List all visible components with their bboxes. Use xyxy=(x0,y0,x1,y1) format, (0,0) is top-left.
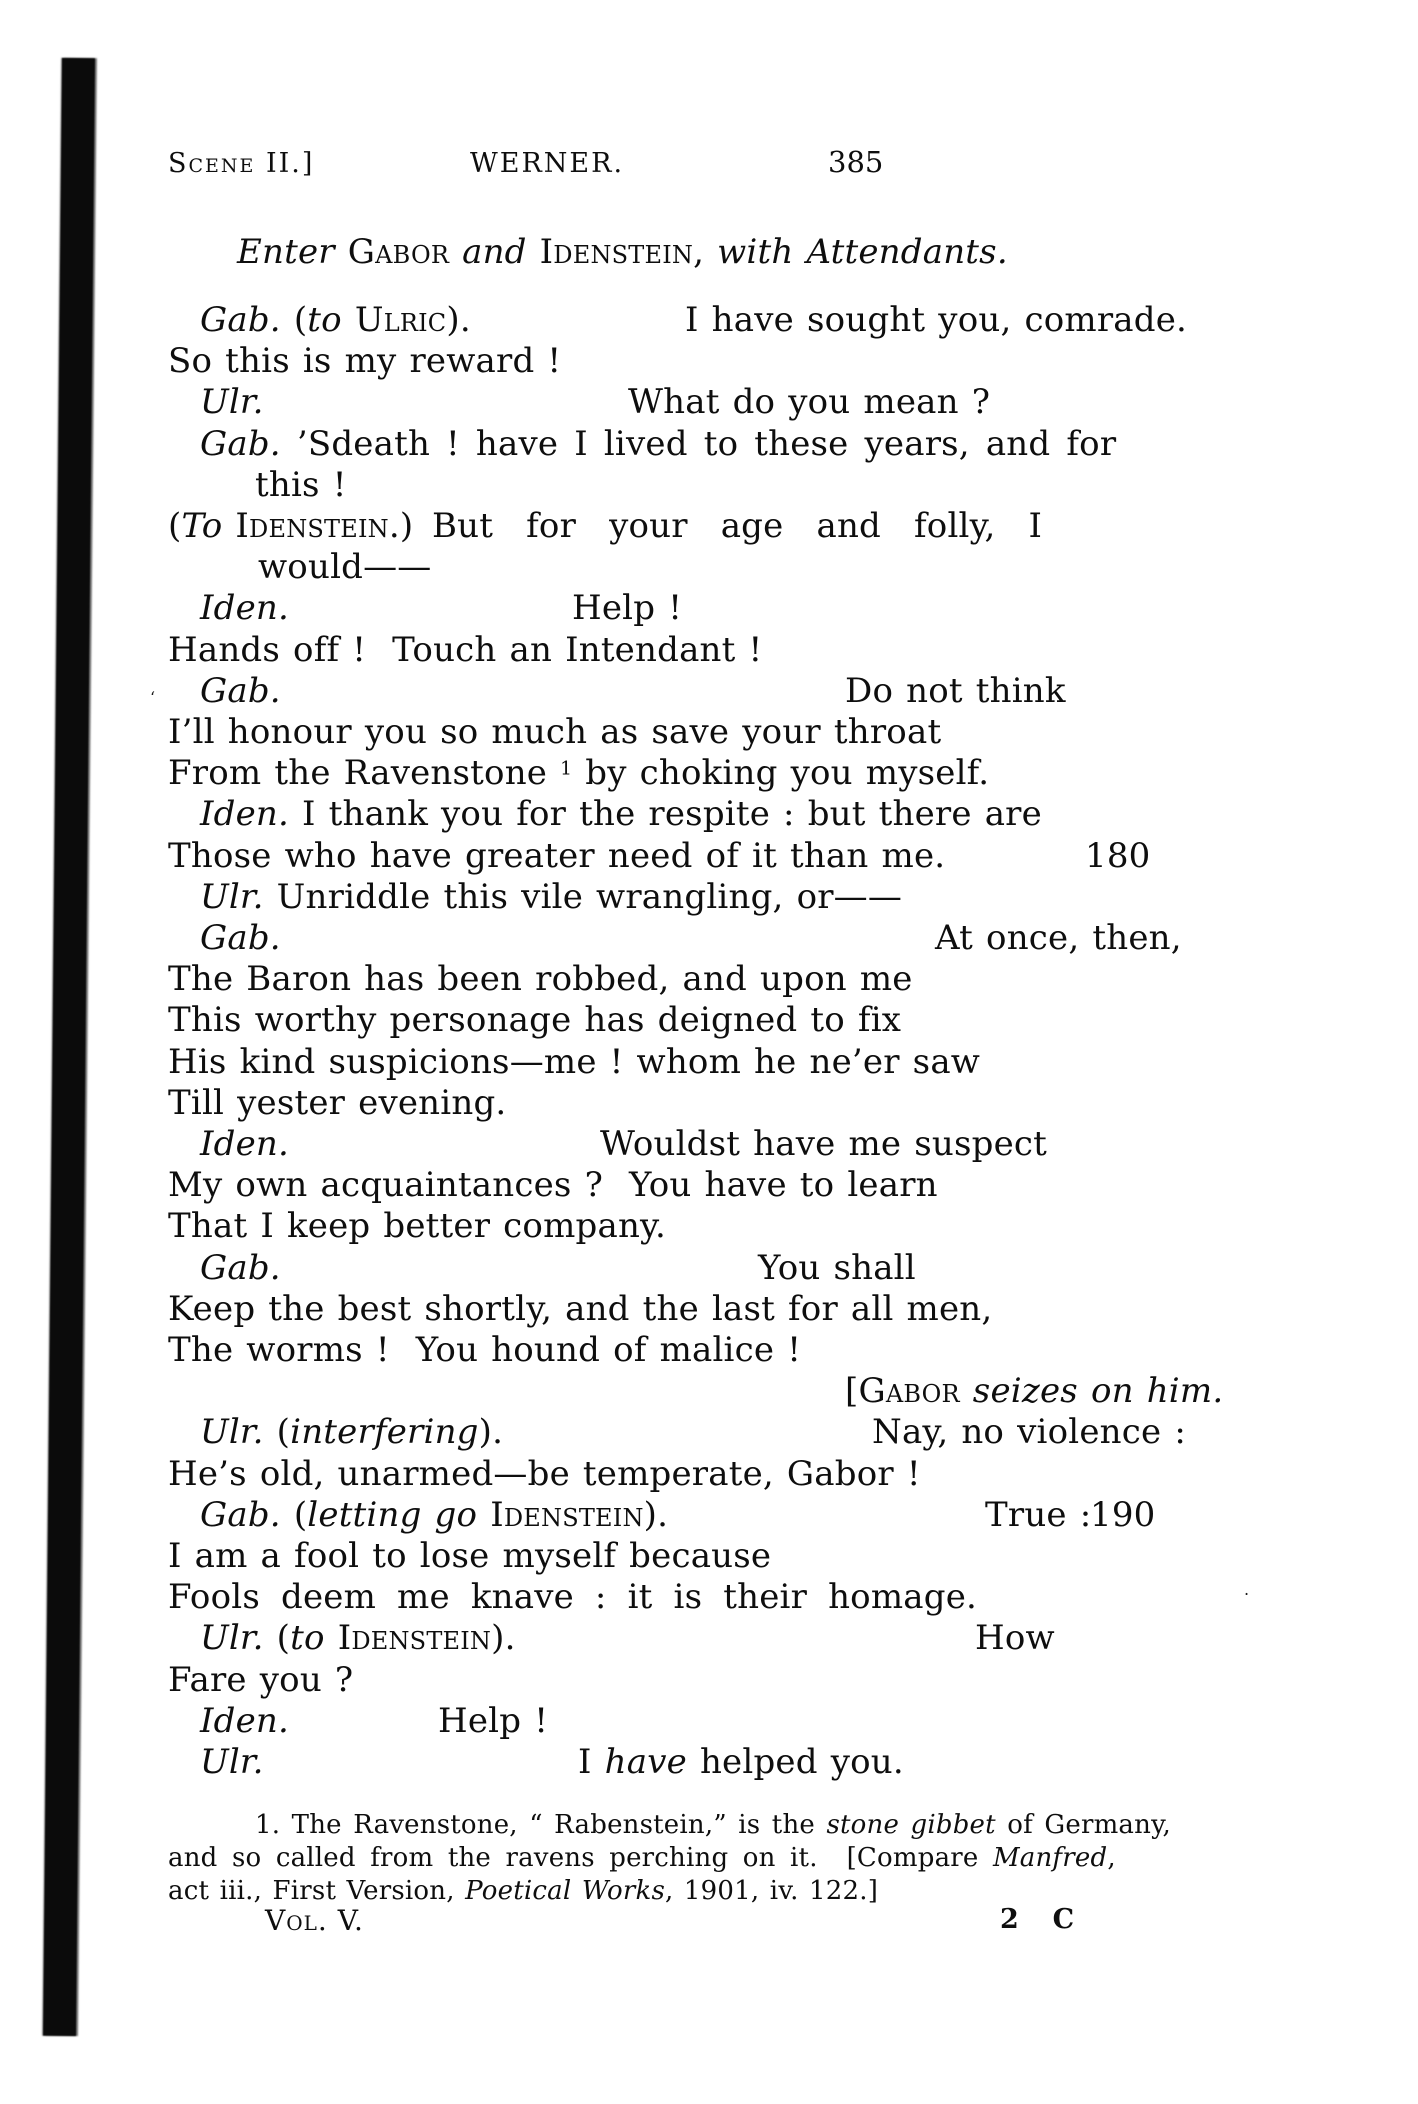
text-segment: have xyxy=(604,1742,687,1782)
text-segment: Manfred xyxy=(992,1843,1108,1873)
text-segment-group xyxy=(168,1042,980,1082)
text-segment: ( xyxy=(280,300,308,340)
text-segment: and so called from the ravens perching on it. [Compare xyxy=(168,1843,993,1873)
text-segment: Nay, no violence : xyxy=(872,1412,1186,1452)
text-segment: Idenstein xyxy=(337,1618,492,1658)
footnote-line xyxy=(0,1843,1418,1877)
text-segment: Iden. xyxy=(200,794,290,834)
text-segment-group xyxy=(200,1701,289,1741)
text-segment: ). xyxy=(643,1495,669,1535)
text-segment: , 1901, iv. 122.] xyxy=(664,1876,879,1906)
dialogue-line xyxy=(0,1742,1418,1784)
text-segment: I xyxy=(578,1742,605,1782)
text-segment-group xyxy=(168,341,561,381)
dialogue-line xyxy=(0,1000,1418,1042)
text-segment: Do not think xyxy=(845,671,1066,711)
dialogue-line xyxy=(0,959,1418,1001)
dialogue-line xyxy=(0,918,1418,960)
dialogue-line xyxy=(0,1248,1418,1290)
text-segment: Enter xyxy=(237,232,348,272)
text-segment: Gab. xyxy=(200,300,281,340)
text-segment-group xyxy=(935,918,1182,958)
text-segment-group xyxy=(200,300,471,340)
text-segment: Gabor xyxy=(347,232,450,272)
dialogue-line xyxy=(0,506,1418,548)
text-segment-group xyxy=(200,794,1042,834)
text-segment: Keep the best shortly, and the last for all men, xyxy=(168,1289,993,1329)
text-segment: act iii., First Version, xyxy=(168,1876,466,1906)
text-segment-group xyxy=(200,424,1116,464)
text-segment: Ulr. xyxy=(200,1618,264,1658)
text-segment: Gab. xyxy=(200,424,281,464)
text-segment: I thank you for the respite : but there are xyxy=(289,794,1042,834)
text-segment: Help ! xyxy=(438,1701,549,1741)
text-segment-group xyxy=(200,1248,281,1288)
text-segment: Ulr. xyxy=(200,1412,264,1452)
dialogue-line xyxy=(0,1412,1418,1454)
dialogue-line xyxy=(0,1577,1418,1619)
volume-label: Vol. V. xyxy=(265,1904,364,1937)
text-segment: to xyxy=(290,1618,338,1658)
text-segment: by choking you myself. xyxy=(572,753,990,793)
text-segment-group xyxy=(255,465,347,505)
text-segment: Wouldst have me suspect xyxy=(600,1124,1048,1164)
dialogue-line xyxy=(0,630,1418,672)
text-segment: letting go xyxy=(307,1495,491,1535)
text-segment-group xyxy=(872,1412,1186,1452)
text-segment: Fare you ? xyxy=(168,1660,354,1700)
text-segment: Iden. xyxy=(200,1701,290,1741)
dialogue-line xyxy=(0,1536,1418,1578)
text-segment: Iden. xyxy=(200,1124,290,1164)
dialogue-line xyxy=(0,547,1418,589)
text-segment xyxy=(222,506,235,546)
text-segment: True : xyxy=(985,1495,1092,1535)
text-segment: Poetical Works xyxy=(465,1876,665,1906)
text-segment-group xyxy=(168,1165,938,1205)
text-segment: Gabor xyxy=(858,1371,960,1411)
text-segment-group xyxy=(168,1876,878,1906)
dialogue-line xyxy=(0,836,1418,878)
text-segment: How xyxy=(975,1618,1055,1658)
dialogue-line xyxy=(0,1454,1418,1496)
text-segment: I’ll honour you so much as save your throat xyxy=(168,712,942,752)
text-segment: 190 xyxy=(1090,1495,1156,1535)
header-scene-label: Scene II.] xyxy=(168,148,315,179)
text-segment: From the Ravenstone xyxy=(168,753,561,793)
dialogue-line xyxy=(0,382,1418,424)
text-segment: Idenstein xyxy=(539,232,694,272)
text-segment-group xyxy=(168,1454,921,1494)
text-segment-group xyxy=(168,1000,901,1040)
text-segment-group xyxy=(578,1742,904,1782)
page-number: 385 xyxy=(828,145,884,179)
text-segment-group xyxy=(255,1810,1171,1840)
text-segment-group xyxy=(200,1495,668,1535)
text-segment-group xyxy=(432,506,1042,546)
dialogue-line xyxy=(0,424,1418,466)
text-segment-group xyxy=(975,1618,1055,1658)
footnote-line xyxy=(0,1810,1418,1844)
dialogue-line xyxy=(0,1618,1418,1660)
text-segment-group xyxy=(845,1371,1223,1411)
dialogue-line xyxy=(0,877,1418,919)
text-segment-group xyxy=(200,1412,503,1452)
text-segment: What do you mean ? xyxy=(628,382,991,422)
dialogue-line xyxy=(0,1083,1418,1125)
scan-speck: ‘ xyxy=(150,688,156,707)
text-segment: 1. The Ravenstone, “ Rabenstein,” is the xyxy=(255,1810,827,1840)
text-segment: and xyxy=(449,232,540,272)
text-segment: At once, then, xyxy=(935,918,1182,958)
text-segment: This worthy personage has deigned to fix xyxy=(168,1000,902,1040)
text-segment: So this is my reward ! xyxy=(168,341,562,381)
text-segment: Hands off ! Touch an Intendant ! xyxy=(168,630,763,670)
text-segment: Help ! xyxy=(572,588,683,628)
text-segment-group xyxy=(1090,1495,1156,1535)
dialogue-line xyxy=(0,1289,1418,1331)
text-segment-group xyxy=(758,1248,916,1288)
text-segment-group xyxy=(200,1124,289,1164)
text-segment-group xyxy=(168,1206,666,1246)
text-segment: The Baron has been robbed, and upon me xyxy=(168,959,913,999)
text-segment: this ! xyxy=(255,465,347,505)
dialogue-line xyxy=(0,300,1418,342)
dialogue-line xyxy=(0,794,1418,836)
text-segment-group xyxy=(200,877,902,917)
text-segment: stone gibbet xyxy=(826,1810,996,1840)
text-segment: Ulr. xyxy=(200,382,264,422)
text-segment: ’Sdeath ! have I lived to these years, and for xyxy=(280,424,1117,464)
stage-direction xyxy=(0,1371,1418,1413)
text-segment-group xyxy=(168,959,913,999)
text-segment: But for your age and folly, I xyxy=(432,506,1043,546)
text-segment-group xyxy=(600,1124,1047,1164)
text-segment-group xyxy=(168,753,989,793)
text-segment: [ xyxy=(845,1371,859,1411)
text-segment: Idenstein xyxy=(490,1495,644,1535)
text-segment: Ulr. xyxy=(200,1742,264,1782)
text-segment-group xyxy=(200,382,264,422)
text-segment-group xyxy=(168,712,941,752)
text-segment-group xyxy=(168,1660,353,1700)
text-segment-group xyxy=(200,588,289,628)
dialogue-line xyxy=(0,1330,1418,1372)
text-segment: Those who have greater need of it than me. xyxy=(168,836,946,876)
text-segment-group xyxy=(845,671,1066,711)
text-segment: helped you. xyxy=(686,1742,904,1782)
text-segment: with Attendants. xyxy=(717,232,1008,272)
header-running-title: WERNER. xyxy=(470,148,625,179)
text-segment: ( xyxy=(263,1618,291,1658)
text-segment: To xyxy=(181,506,223,546)
text-segment-group xyxy=(685,300,1187,340)
text-segment: interfering xyxy=(290,1412,479,1452)
scan-speck: . xyxy=(1244,1580,1250,1599)
text-segment-group xyxy=(237,232,1008,272)
dialogue-line xyxy=(0,465,1418,507)
text-segment: ( xyxy=(263,1412,291,1452)
dialogue-line xyxy=(0,1660,1418,1702)
text-segment: Gab. xyxy=(200,671,281,711)
text-segment: Gab. xyxy=(200,1248,281,1288)
text-segment: My own acquaintances ? You have to learn xyxy=(168,1165,938,1205)
text-segment-group xyxy=(168,836,945,876)
text-segment: , xyxy=(1107,1843,1116,1873)
text-segment-group xyxy=(200,1618,516,1658)
dialogue-line xyxy=(0,753,1418,795)
text-segment: seizes on him. xyxy=(959,1371,1224,1411)
dialogue-line xyxy=(0,1165,1418,1207)
text-segment: He’s old, unarmed—be temperate, Gabor ! xyxy=(168,1454,921,1494)
stage-direction xyxy=(0,232,1418,274)
text-segment-group xyxy=(628,382,990,422)
text-segment: The worms ! You hound of malice ! xyxy=(168,1330,802,1370)
text-segment: Idenstein xyxy=(235,506,389,546)
text-segment: .) xyxy=(388,506,414,546)
text-segment: Till yester evening. xyxy=(168,1083,507,1123)
text-segment: Ulric xyxy=(354,300,447,340)
text-segment: would—— xyxy=(258,547,432,587)
text-segment-group xyxy=(200,1742,264,1782)
text-segment: of Germany, xyxy=(995,1810,1171,1840)
text-segment-group xyxy=(168,1536,771,1576)
text-segment: Ulr. xyxy=(200,877,264,917)
text-segment-group xyxy=(168,630,762,670)
text-segment-group xyxy=(200,671,281,711)
dialogue-line xyxy=(0,1206,1418,1248)
text-segment: Gab. xyxy=(200,1495,281,1535)
text-segment: ( xyxy=(168,506,182,546)
text-segment: You shall xyxy=(758,1248,916,1288)
text-segment: Iden. xyxy=(200,588,290,628)
text-segment-group xyxy=(168,1330,801,1370)
dialogue-line xyxy=(0,1124,1418,1166)
text-segment: ). xyxy=(446,300,471,340)
text-segment-group xyxy=(168,1843,1116,1873)
dialogue-line xyxy=(0,341,1418,383)
text-segment-group xyxy=(438,1701,548,1741)
text-segment-group xyxy=(168,506,413,546)
text-segment: Unriddle this vile wrangling, or—— xyxy=(263,877,903,917)
text-segment-group xyxy=(258,547,432,587)
text-segment: , xyxy=(693,232,718,272)
dialogue-line xyxy=(0,1495,1418,1537)
text-segment: ( xyxy=(280,1495,308,1535)
text-segment-group xyxy=(168,1083,506,1123)
signature-mark: 2 C xyxy=(1000,1904,1080,1935)
text-segment: ). xyxy=(491,1618,516,1658)
text-segment-group xyxy=(1085,836,1151,876)
text-segment: 1 xyxy=(560,758,573,780)
text-segment-group xyxy=(168,1577,977,1617)
text-segment: I have sought you, comrade. xyxy=(685,300,1188,340)
dialogue-line xyxy=(0,588,1418,630)
text-segment: Fools deem me knave : it is their homage. xyxy=(168,1577,978,1617)
text-segment: to xyxy=(307,300,355,340)
dialogue-line xyxy=(0,1042,1418,1084)
text-segment: 180 xyxy=(1085,836,1151,876)
text-segment: I am a fool to lose myself because xyxy=(168,1536,772,1576)
text-segment: That I keep better company. xyxy=(168,1206,666,1246)
text-segment-group xyxy=(200,918,281,958)
text-segment: Gab. xyxy=(200,918,281,958)
text-segment: ). xyxy=(478,1412,504,1452)
text-segment-group xyxy=(985,1495,1091,1535)
dialogue-line xyxy=(0,712,1418,754)
footnote-line xyxy=(0,1876,1418,1910)
text-segment-group xyxy=(572,588,682,628)
dialogue-line xyxy=(0,671,1418,713)
dialogue-line xyxy=(0,1701,1418,1743)
text-segment: His kind suspicions—me ! whom he ne’er saw xyxy=(168,1042,981,1082)
text-segment-group xyxy=(168,1289,992,1329)
